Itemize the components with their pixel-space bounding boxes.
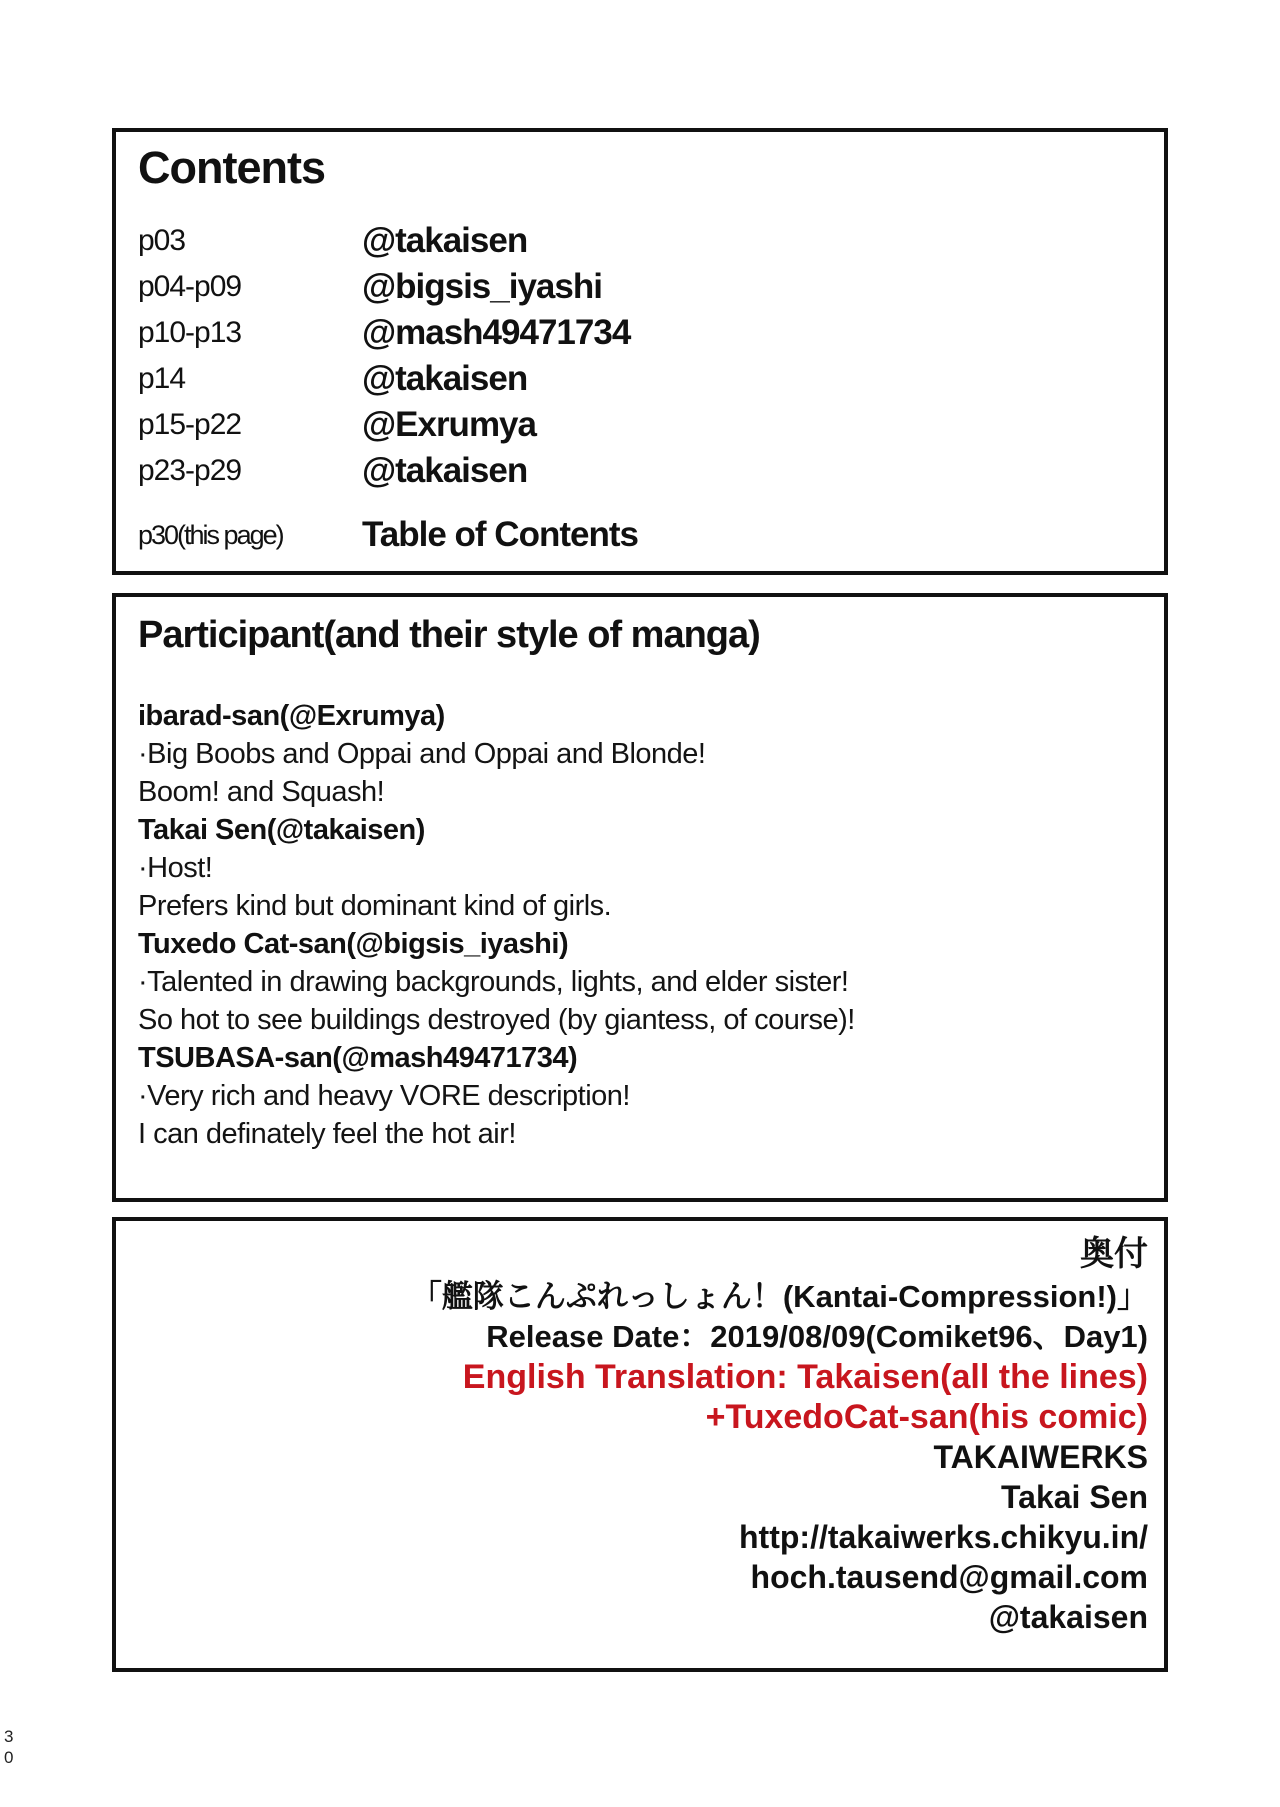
translation-credit-line1: English Translation: Takaisen(all the lines) [462,1358,1148,1396]
toc-page-range: p23-p29 [138,454,242,487]
toc-page-range: p03 [138,224,186,257]
participant-name: Tuxedo Cat-san(@bigsis_iyashi) [138,928,569,960]
table-row [138,264,1142,310]
toc-page-range: p10-p13 [138,316,242,349]
toc-author-handle: @takaisen [362,221,528,260]
participant-description: Prefers kind but dominant kind of girls. [138,890,612,922]
colophon-box [112,1217,1168,1672]
participant-description: ·Host! [138,852,213,884]
toc-author-handle: @takaisen [362,451,528,490]
participant-description: So hot to see buildings destroyed (by giantess, of course)! [138,1004,855,1036]
twitter-handle: @takaisen [988,1599,1148,1635]
toc-page-range: p15-p22 [138,408,242,441]
table-row [138,448,1142,494]
website-url: http://takaiwerks.chikyu.in/ [739,1519,1148,1555]
toc-page-range: p14 [138,362,186,395]
circle-name: TAKAIWERKS [933,1439,1148,1475]
participant-box [112,593,1168,1202]
book-title: 「艦隊こんぷれっしょん！(Kantai-Compression!)」 [410,1279,1148,1314]
toc-author-handle: Table of Contents [362,515,638,554]
contents-box [112,128,1168,575]
toc-author-handle: @mash49471734 [362,313,631,352]
toc-author-handle: @bigsis_iyashi [362,267,602,306]
translation-credit-line2: +TuxedoCat-san(his comic) [705,1398,1148,1436]
table-row [138,310,1142,356]
toc-author-handle: @Exrumya [362,405,536,444]
page-number [4,1726,13,1768]
colophon-heading: 奥付 [1080,1235,1148,1273]
contents-title: Contents [138,142,325,193]
table-row [138,218,1142,264]
table-row [138,402,1142,448]
toc-page-range: p30(this page) [138,519,283,550]
participant-name: TSUBASA-san(@mash49471734) [138,1042,578,1074]
participant-description: ·Very rich and heavy VORE description! [138,1080,630,1112]
participant-name: Takai Sen(@takaisen) [138,814,425,846]
email-address: hoch.tausend@gmail.com [750,1559,1148,1595]
page-number-digit: 3 [4,1727,14,1746]
participant-description: ·Talented in drawing backgrounds, lights, and elder sister! [138,966,849,998]
page-number-digit: 0 [4,1748,14,1767]
participant-list [138,697,1142,1153]
toc-author-handle: @takaisen [362,359,528,398]
author-name: Takai Sen [1000,1479,1148,1515]
participant-description: Boom! and Squash! [138,776,385,808]
participant-description: ·Big Boobs and Oppai and Oppai and Blonde! [138,738,706,770]
participant-description: I can definately feel the hot air! [138,1118,516,1150]
table-row [138,356,1142,402]
table-row [138,512,1142,558]
release-date: Release Date：2019/08/09(Comiket96、Day1) [486,1319,1148,1354]
participant-title: Participant(and their style of manga) [138,614,760,656]
table-of-contents-list [138,218,1142,558]
participant-name: ibarad-san(@Exrumya) [138,700,445,732]
toc-page-range: p04-p09 [138,270,242,303]
